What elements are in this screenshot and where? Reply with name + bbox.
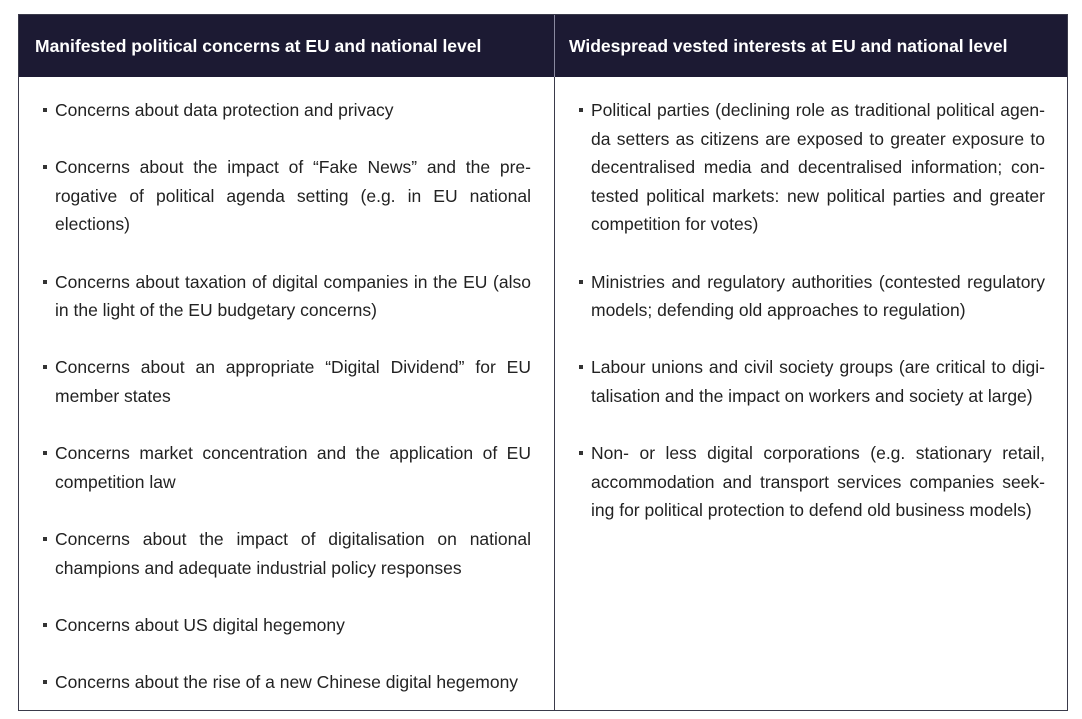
list-item: Non- or less digital corporations (e.g. stationary retail, accommodation and transport services companies seek-ing for political protection to defend old business models) (577, 439, 1045, 525)
list-item: Ministries and regulatory authorities (contested regulatory models; defending old approaches to regulation) (577, 268, 1045, 325)
list-item: Concerns about US digital hegemony (41, 611, 531, 640)
list-item: Political parties (declining role as traditional political agen-da setters as citizens are exposed to greater exposure to decentralised media and decentralised information; con-tested political markets: new political parties and greater competition for votes) (577, 96, 1045, 239)
header-political-concerns: Manifested political concerns at EU and national level (35, 35, 482, 56)
header-vested-interests: Widespread vested interests at EU and national level (554, 15, 1067, 77)
column-political-concerns (19, 77, 554, 710)
list-item: Labour unions and civil society groups (are critical to digi-talisation and the impact on workers and society at large) (577, 353, 1045, 410)
table-header (19, 15, 1067, 77)
list-item: Concerns market concentration and the application of EU competition law (41, 439, 531, 496)
concerns-list (41, 96, 531, 696)
column-vested-interests (555, 77, 1067, 710)
list-item: Concerns about data protection and privacy (41, 96, 531, 125)
list-item: Concerns about an appropriate “Digital Dividend” for EU member states (41, 353, 531, 410)
list-item: Concerns about taxation of digital companies in the EU (also in the light of the EU budgetary concerns) (41, 268, 531, 325)
comparison-table (18, 14, 1068, 711)
interests-list (577, 96, 1045, 525)
list-item: Concerns about the rise of a new Chinese digital hegemony (41, 668, 531, 697)
list-item: Concerns about the impact of digitalisation on national champions and adequate industrial policy responses (41, 525, 531, 582)
list-item: Concerns about the impact of “Fake News” and the pre-rogative of political agenda setting (e.g. in EU national elections) (41, 153, 531, 239)
